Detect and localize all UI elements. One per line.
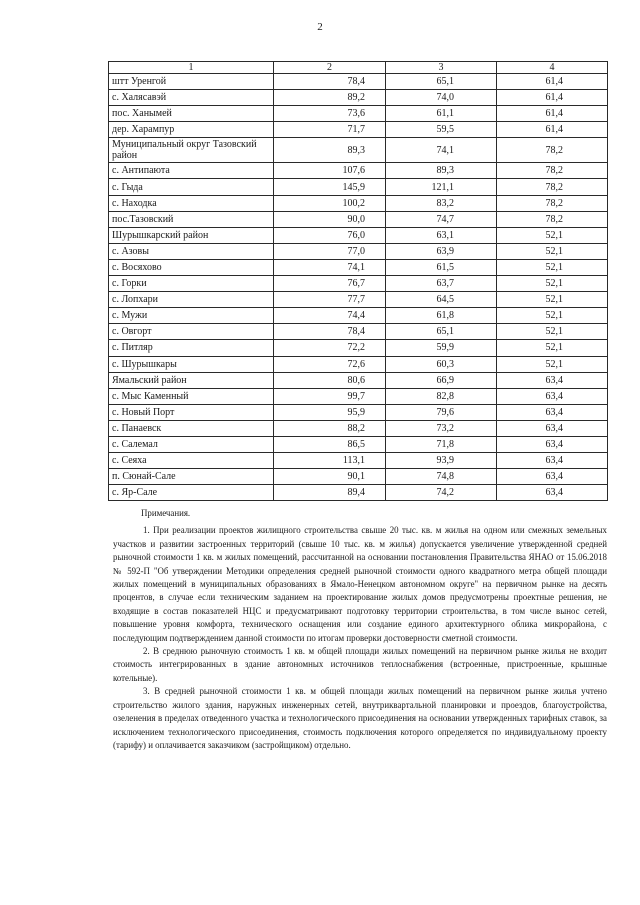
row-value-col-2: 78,4 (274, 74, 386, 90)
row-value-col-2: 107,6 (274, 163, 386, 179)
row-value-col-4: 52,1 (497, 243, 608, 259)
table-row (109, 259, 608, 275)
row-value-col-2: 113,1 (274, 453, 386, 469)
row-value-col-3: 61,1 (386, 106, 497, 122)
row-value-col-2: 77,0 (274, 243, 386, 259)
row-name-cell: Муниципальный округ Тазовский район (109, 138, 274, 163)
table-row (109, 138, 608, 163)
notes-section (113, 507, 607, 752)
row-name-cell: штт Уренгой (109, 74, 274, 90)
table-row (109, 211, 608, 227)
row-name-cell: с. Антипаюта (109, 163, 274, 179)
table-row (109, 243, 608, 259)
row-value-col-4: 63,4 (497, 485, 608, 501)
row-name-cell: с. Питляр (109, 340, 274, 356)
row-value-col-4: 52,1 (497, 356, 608, 372)
row-value-col-4: 78,2 (497, 163, 608, 179)
row-value-col-3: 74,7 (386, 211, 497, 227)
row-value-col-2: 86,5 (274, 436, 386, 452)
row-value-col-2: 145,9 (274, 179, 386, 195)
row-value-col-4: 52,1 (497, 276, 608, 292)
row-value-col-3: 71,8 (386, 436, 497, 452)
row-value-col-2: 72,2 (274, 340, 386, 356)
table-row (109, 420, 608, 436)
row-value-col-2: 71,7 (274, 122, 386, 138)
table-row (109, 90, 608, 106)
row-value-col-4: 78,2 (497, 195, 608, 211)
row-name-cell: с. Панаевск (109, 420, 274, 436)
row-value-col-3: 61,8 (386, 308, 497, 324)
row-value-col-3: 82,8 (386, 388, 497, 404)
row-value-col-2: 74,4 (274, 308, 386, 324)
row-name-cell: п. Сюнай-Сале (109, 469, 274, 485)
row-value-col-2: 76,0 (274, 227, 386, 243)
row-value-col-2: 89,2 (274, 90, 386, 106)
row-name-cell: Ямальский район (109, 372, 274, 388)
row-name-cell: Шурышкарский район (109, 227, 274, 243)
table-row (109, 308, 608, 324)
table-row (109, 227, 608, 243)
row-name-cell: с. Сеяха (109, 453, 274, 469)
row-value-col-3: 74,0 (386, 90, 497, 106)
row-name-cell: пос. Ханымей (109, 106, 274, 122)
row-name-cell: с. Яр-Сале (109, 485, 274, 501)
row-name-cell: пос.Тазовский (109, 211, 274, 227)
row-value-col-2: 73,6 (274, 106, 386, 122)
row-value-col-2: 74,1 (274, 259, 386, 275)
table-row (109, 195, 608, 211)
row-value-col-2: 90,1 (274, 469, 386, 485)
row-value-col-3: 74,8 (386, 469, 497, 485)
note-item-2: 2. В среднюю рыночную стоимость 1 кв. м общей площади жилых помещений на первичном рынке жилья не входит стоимость интегрированных в здание автономных источников теплоснабжения (встроенные, пристроенные, крышные котельные). (113, 646, 607, 683)
row-value-col-4: 52,1 (497, 292, 608, 308)
row-value-col-4: 78,2 (497, 138, 608, 163)
row-value-col-4: 63,4 (497, 388, 608, 404)
row-name-cell: с. Мужи (109, 308, 274, 324)
row-value-col-4: 52,1 (497, 308, 608, 324)
row-value-col-3: 121,1 (386, 179, 497, 195)
row-value-col-3: 60,3 (386, 356, 497, 372)
row-name-cell: с. Гыда (109, 179, 274, 195)
table-row (109, 436, 608, 452)
row-value-col-3: 93,9 (386, 453, 497, 469)
note-item-3: 3. В средней рыночной стоимости 1 кв. м общей площади жилых помещений на первичном рынке жилья учтено строительство жилого здания, наружных инженерных сетей, внутриквартальной планировки и проездов, благоустройства, озеленения в пределах отведенного участка и технологического присоединения на основании утвержденных тарифных ставок, за исключением технологического присоединения, стоимость подключения которого определяется по индивидуальному проекту (тарифу) и оплачивается заказчиком (застройщиком) отдельно. (113, 686, 607, 750)
row-value-col-3: 83,2 (386, 195, 497, 211)
table-row (109, 469, 608, 485)
table-row (109, 179, 608, 195)
table-row (109, 292, 608, 308)
table-row (109, 340, 608, 356)
row-name-cell: с. Лопхари (109, 292, 274, 308)
table-row (109, 74, 608, 90)
row-value-col-4: 63,4 (497, 453, 608, 469)
table-row (109, 404, 608, 420)
row-value-col-4: 63,4 (497, 469, 608, 485)
row-value-col-4: 63,4 (497, 404, 608, 420)
row-value-col-3: 59,9 (386, 340, 497, 356)
row-name-cell: с. Горки (109, 276, 274, 292)
row-value-col-2: 80,6 (274, 372, 386, 388)
table-row (109, 122, 608, 138)
row-value-col-2: 89,4 (274, 485, 386, 501)
table-row (109, 276, 608, 292)
row-value-col-4: 63,4 (497, 372, 608, 388)
table-row (109, 388, 608, 404)
row-value-col-3: 79,6 (386, 404, 497, 420)
row-name-cell: с. Шурышкары (109, 356, 274, 372)
row-value-col-4: 61,4 (497, 74, 608, 90)
header-col-2: 2 (274, 62, 386, 74)
row-value-col-3: 63,7 (386, 276, 497, 292)
row-name-cell: с. Восяхово (109, 259, 274, 275)
row-value-col-4: 61,4 (497, 106, 608, 122)
header-col-4: 4 (497, 62, 608, 74)
table-header-row (109, 62, 608, 74)
row-value-col-2: 72,6 (274, 356, 386, 372)
row-value-col-4: 61,4 (497, 90, 608, 106)
row-value-col-3: 66,9 (386, 372, 497, 388)
row-value-col-4: 52,1 (497, 340, 608, 356)
row-name-cell: с. Овгорт (109, 324, 274, 340)
table-row (109, 324, 608, 340)
row-value-col-4: 52,1 (497, 259, 608, 275)
row-value-col-4: 63,4 (497, 436, 608, 452)
row-value-col-3: 61,5 (386, 259, 497, 275)
row-name-cell: с. Азовы (109, 243, 274, 259)
note-item-1: 1. При реализации проектов жилищного строительства свыше 20 тыс. кв. м жилья на одном или смежных земельных участков и развитии застроенных территорий (свыше 10 тыс. кв. м жилья) допускается увеличение утвержденной средней рыночной стоимости 1 кв. м жилых помещений, рассчитанной на основании постановления Правительства ЯНАО от 15.06.2018 № 592-П "Об утверждении Методики определения средней рыночной стоимости одного квадратного метра общей площади жилых помещений в муниципальных образованиях в Ямало-Ненецком автономном округе" на первичном рынке на десять процентов, в случае если техническим заданием на проектирование жилых домов предусмотрены проектные решения, не входящие в состав показателей НЦС и предусматривают подготовку территории строительства, в том числе вынос сетей, повышение уровня комфорта, технического оснащения или создание единого архитектурного облика микрорайона, с последующим подтверждением данной стоимости по итогам проверки достоверности сметной стоимости. (113, 525, 607, 643)
table-row (109, 356, 608, 372)
row-value-col-3: 64,5 (386, 292, 497, 308)
table-row (109, 485, 608, 501)
row-value-col-3: 89,3 (386, 163, 497, 179)
row-value-col-3: 65,1 (386, 74, 497, 90)
notes-heading: Примечания. (141, 508, 191, 518)
table-row (109, 163, 608, 179)
price-table (108, 61, 608, 501)
row-value-col-4: 52,1 (497, 227, 608, 243)
row-value-col-3: 74,2 (386, 485, 497, 501)
row-value-col-2: 77,7 (274, 292, 386, 308)
row-value-col-4: 63,4 (497, 420, 608, 436)
row-value-col-4: 61,4 (497, 122, 608, 138)
row-value-col-2: 90,0 (274, 211, 386, 227)
table-row (109, 372, 608, 388)
row-value-col-3: 63,9 (386, 243, 497, 259)
table-row (109, 453, 608, 469)
row-value-col-2: 88,2 (274, 420, 386, 436)
row-value-col-2: 76,7 (274, 276, 386, 292)
row-name-cell: с. Салемал (109, 436, 274, 452)
row-value-col-2: 99,7 (274, 388, 386, 404)
row-value-col-3: 63,1 (386, 227, 497, 243)
page-number: 2 (317, 21, 323, 33)
row-value-col-2: 78,4 (274, 324, 386, 340)
row-name-cell: с. Находка (109, 195, 274, 211)
row-name-cell: с. Мыс Каменный (109, 388, 274, 404)
row-value-col-4: 78,2 (497, 179, 608, 195)
row-value-col-4: 78,2 (497, 211, 608, 227)
row-name-cell: с. Новый Порт (109, 404, 274, 420)
row-value-col-3: 65,1 (386, 324, 497, 340)
header-col-3: 3 (386, 62, 497, 74)
header-col-1: 1 (109, 62, 274, 74)
row-value-col-2: 89,3 (274, 138, 386, 163)
row-value-col-4: 52,1 (497, 324, 608, 340)
table-body (109, 74, 608, 501)
row-value-col-2: 100,2 (274, 195, 386, 211)
row-value-col-2: 95,9 (274, 404, 386, 420)
table-row (109, 106, 608, 122)
row-value-col-3: 73,2 (386, 420, 497, 436)
row-name-cell: дер. Харампур (109, 122, 274, 138)
row-value-col-3: 59,5 (386, 122, 497, 138)
row-value-col-3: 74,1 (386, 138, 497, 163)
row-name-cell: с. Халясавэй (109, 90, 274, 106)
